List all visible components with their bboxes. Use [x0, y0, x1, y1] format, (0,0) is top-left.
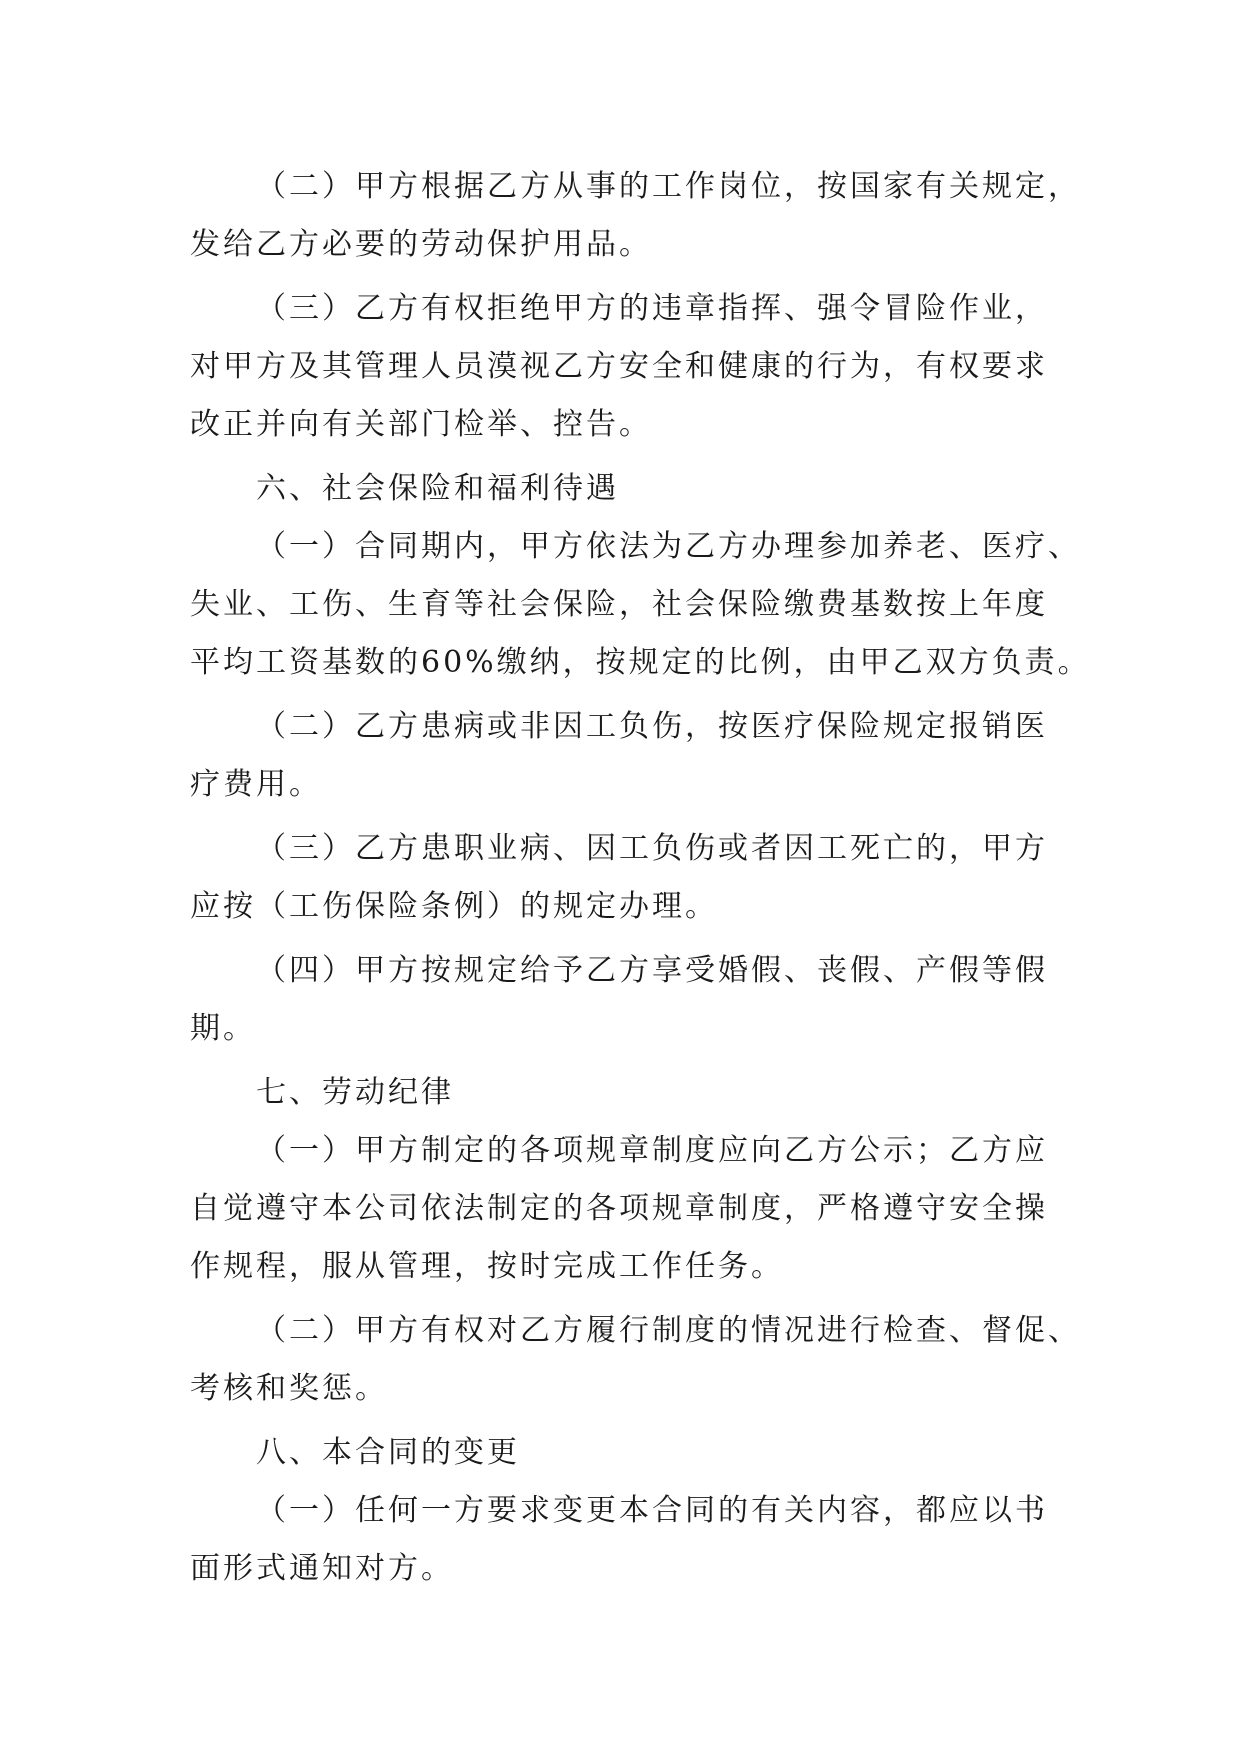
paragraph-line: （一）任何一方要求变更本合同的有关内容，都应以书 — [256, 1493, 1048, 1528]
paragraph-line: 面形式通知对方。 — [190, 1551, 454, 1586]
paragraph-line: 考核和奖惩。 — [190, 1371, 388, 1406]
paragraph-line: （四）甲方按规定给予乙方享受婚假、丧假、产假等假 — [256, 953, 1048, 988]
paragraph-line: （一）合同期内，甲方依法为乙方办理参加养老、医疗、 — [256, 529, 1081, 564]
paragraph-line: 发给乙方必要的劳动保护用品。 — [190, 227, 652, 262]
paragraph-line: 作规程，服从管理，按时完成工作任务。 — [190, 1249, 784, 1284]
paragraph-line: 自觉遵守本公司依法制定的各项规章制度，严格遵守安全操 — [190, 1191, 1048, 1226]
paragraph-line: 对甲方及其管理人员漠视乙方安全和健康的行为，有权要求 — [190, 349, 1048, 384]
section-heading: 七、劳动纪律 — [256, 1075, 454, 1110]
contract-body — [190, 158, 1091, 1598]
paragraph-line: （三）乙方患职业病、因工负伤或者因工死亡的，甲方 — [256, 831, 1048, 866]
paragraph-line: 改正并向有关部门检举、控告。 — [190, 407, 652, 442]
paragraph-line: 失业、工伤、生育等社会保险，社会保险缴费基数按上年度 — [190, 587, 1048, 622]
section-heading: 八、本合同的变更 — [256, 1435, 520, 1470]
paragraph-line: 期。 — [190, 1011, 256, 1046]
paragraph-line: 应按（工伤保险条例）的规定办理。 — [190, 889, 718, 924]
section-heading: 六、社会保险和福利待遇 — [256, 471, 619, 506]
paragraph-line: 疗费用。 — [190, 767, 322, 802]
paragraph-line: （三）乙方有权拒绝甲方的违章指挥、强令冒险作业， — [256, 291, 1048, 326]
paragraph-line: 平均工资基数的60%缴纳，按规定的比例，由甲乙双方负责。 — [190, 645, 1091, 680]
paragraph-line: （一）甲方制定的各项规章制度应向乙方公示；乙方应 — [256, 1133, 1048, 1168]
paragraph-line: （二）甲方根据乙方从事的工作岗位，按国家有关规定， — [256, 169, 1081, 204]
paragraph-line: （二）乙方患病或非因工负伤，按医疗保险规定报销医 — [256, 709, 1048, 744]
paragraph-line: （二）甲方有权对乙方履行制度的情况进行检查、督促、 — [256, 1313, 1081, 1348]
